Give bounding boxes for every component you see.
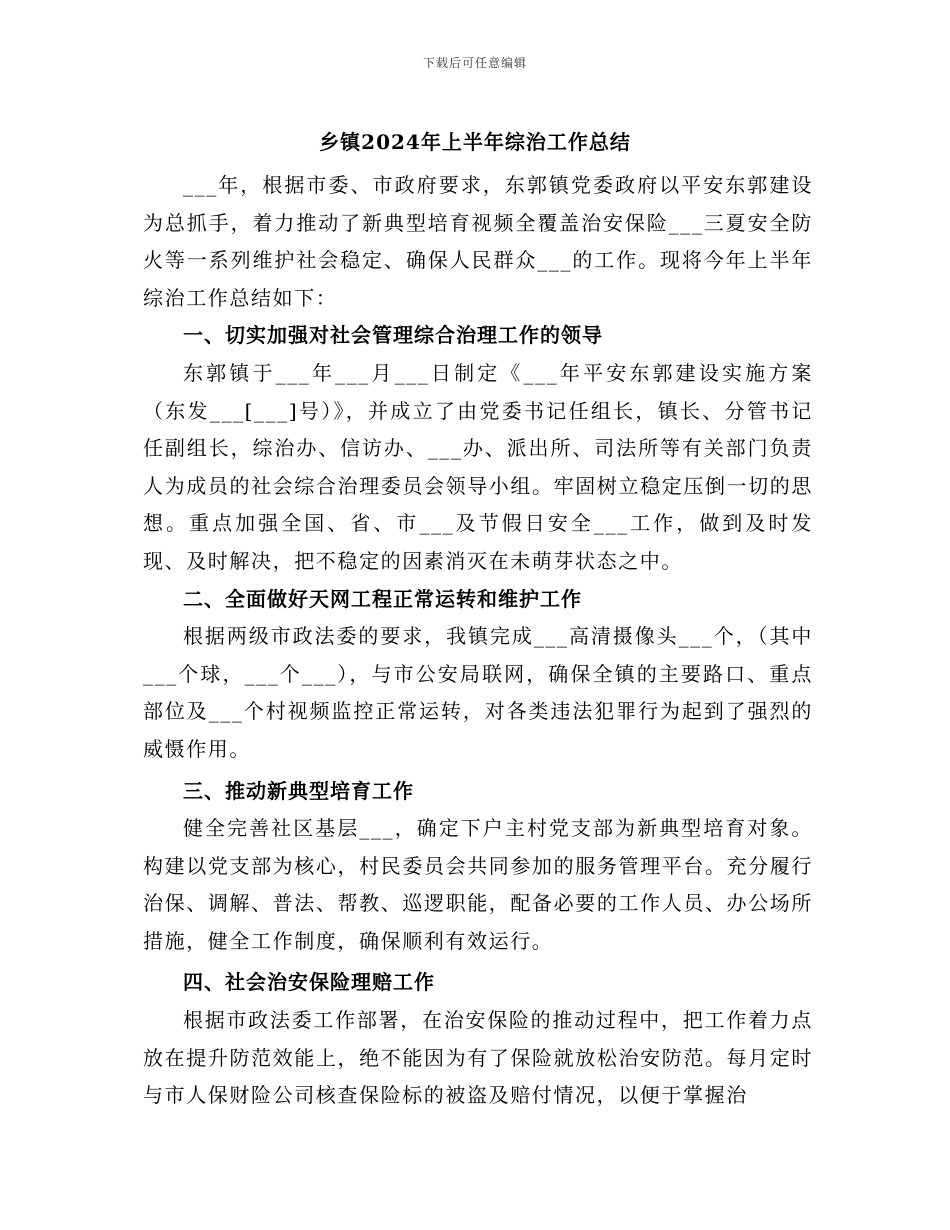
section-paragraph-4: 根据市政法委工作部署，在治安保险的推动过程中，把工作着力点放在提升防范效能上，绝不能因为有了保险就放松治安防范。每月定时与市人保财险公司核查保险标的被盗及赔付情况，以便于掌握治 [143, 1008, 813, 1108]
section-paragraph-2: 根据两级市政法委的要求，我镇完成___高清摄像头___个，（其中___个球，___个___），与市公安局联网，确保全镇的主要路口、重点部位及___个村视频监控正常运转，对各类违法犯罪行为起到了强烈的威慑作用。 [143, 624, 813, 761]
document-title: 乡镇2024年上半年综治工作总结 [319, 130, 631, 154]
section-paragraph-1: 东郭镇于___年___月___日制定《___年平安东郭建设实施方案（东发___[___]号）》，并成立了由党委书记任组长，镇长、分管书记任副组长，综治办、信访办、___办、派出所、司法所等有关部门负责人为成员的社会综合治理委员会领导小组。牢固树立稳定压倒一切的思想。重点加强全国、省、市___及节假日安全___工作，做到及时发现、及时解决，把不稳定的因素消灭在未萌芽状态之中。 [143, 360, 813, 573]
section-heading-3: 三、推动新典型培育工作 [183, 778, 414, 803]
section-heading-1: 一、切实加强对社会管理综合治理工作的领导 [183, 323, 603, 348]
section-heading-2: 二、全面做好天网工程正常运转和维护工作 [183, 586, 582, 611]
section-paragraph-3: 健全完善社区基层___，确定下户主村党支部为新典型培育对象。构建以党支部为核心，村民委员会共同参加的服务管理平台。充分履行治保、调解、普法、帮教、巡逻职能，配备必要的工作人员、办公场所措施，健全工作制度，确保顺利有效运行。 [143, 816, 813, 953]
document-body [143, 167, 813, 1115]
section-heading-4: 四、社会治安保险理赔工作 [183, 970, 435, 995]
intro-paragraph: ___年，根据市委、市政府要求，东郭镇党委政府以平安东郭建设为总抓手，着力推动了新典型培育视频全覆盖治安保险___三夏安全防火等一系列维护社会稳定、确保人民群众___的工作。现将今年上半年综治工作总结如下： [143, 173, 813, 310]
header-note: 下载后可任意编辑 [422, 56, 527, 70]
